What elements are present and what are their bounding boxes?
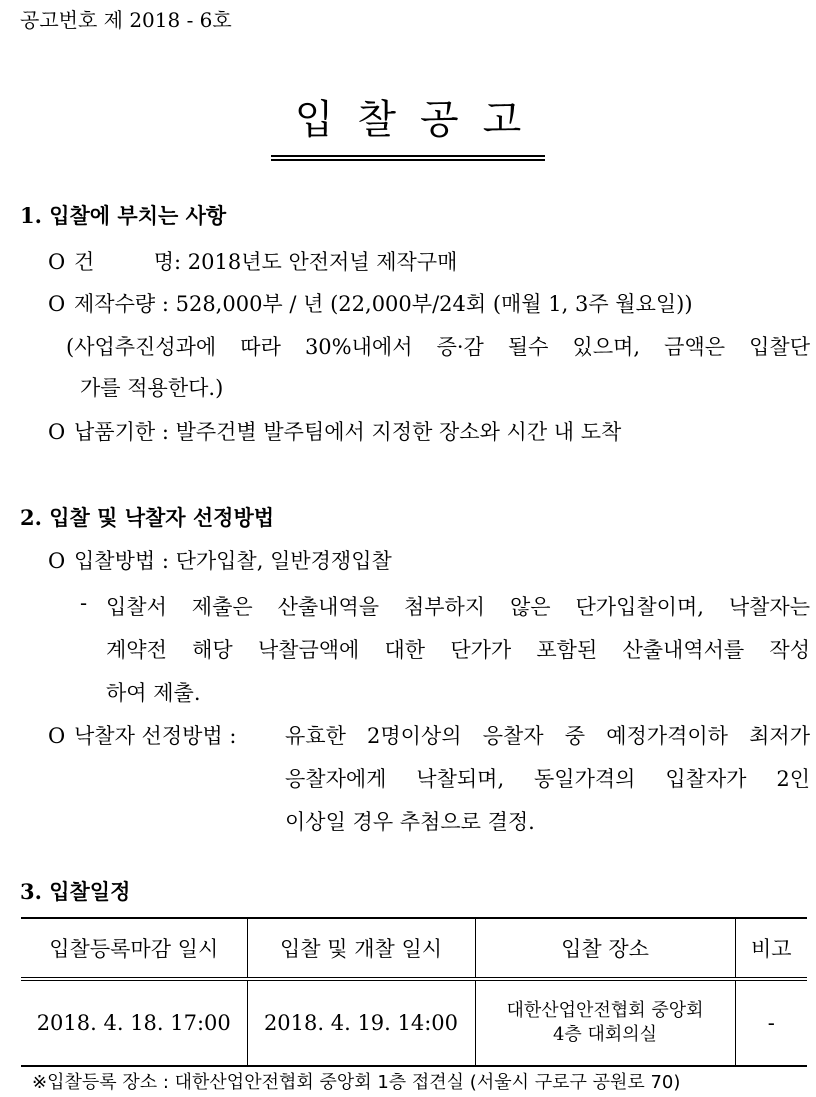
header-registration-deadline: 입찰등록마감 일시 — [21, 918, 247, 979]
cell-remarks: - — [735, 979, 807, 1066]
bullet: O — [48, 549, 66, 573]
quantity-value: : 528,000부 / 년 (22,000부/24회 (매월 1, 3주 월요일)) — [161, 292, 693, 316]
header-bid-opening: 입찰 및 개찰 일시 — [247, 918, 475, 979]
quantity-label: 제작수량 — [74, 292, 156, 316]
notice-number: 공고번호 제 2018 - 6호 — [20, 8, 232, 32]
method-detail-line2: 계약전 해당 낙찰금액에 대한 단가가 포함된 산출내역서를 작성 — [106, 638, 810, 662]
selection-line3: 이상일 경우 추첨으로 결정. — [285, 810, 535, 834]
cell-venue — [475, 979, 735, 1066]
footnote: ※입찰등록 장소 : 대한산업안전협회 중앙회 1층 접견실 (서울시 구로구 공원로 70) — [32, 1072, 681, 1093]
item-name-value: : 2018년도 안전저널 제작구매 — [174, 250, 458, 274]
section3-heading: 3. 입찰일정 — [20, 879, 131, 904]
table-row — [21, 979, 807, 1066]
delivery-text: 납품기한 : 발주건별 발주팀에서 지정한 장소와 시간 내 도착 — [74, 420, 622, 444]
venue-line2: 4층 대회의실 — [552, 1024, 658, 1045]
cell-registration-deadline: 2018. 4. 18. 17:00 — [21, 979, 247, 1066]
section1-heading: 1. 입찰에 부치는 사항 — [20, 203, 227, 228]
method-detail-line1: 입찰서 제출은 산출내역을 첨부하지 않은 단가입찰이며, 낙찰자는 — [106, 595, 810, 619]
header-venue: 입찰 장소 — [475, 918, 735, 979]
method-detail-dash: - — [80, 591, 88, 615]
quantity-row — [48, 288, 693, 318]
quantity-note-line1: (사업추진성과에 따라 30%내에서 증·감 될수 있으며, 금액은 입찰단 — [66, 335, 810, 359]
selection-label-row — [48, 720, 236, 750]
table-header-row — [21, 918, 807, 979]
bullet: O — [48, 250, 66, 274]
bullet: O — [48, 292, 66, 316]
header-remarks: 비고 — [735, 918, 807, 979]
section2-heading: 2. 입찰 및 낙찰자 선정방법 — [20, 505, 275, 530]
bullet: O — [48, 724, 66, 748]
title-container — [0, 88, 816, 161]
method-row — [48, 545, 392, 575]
selection-line1: 유효한 2명이상의 응찰자 중 예정가격이하 최저가 — [285, 724, 810, 748]
item-name-label: 건 명 — [74, 250, 174, 274]
cell-bid-opening: 2018. 4. 19. 14:00 — [247, 979, 475, 1066]
quantity-note-line2: 가를 적용한다.) — [80, 376, 224, 400]
delivery-row — [48, 416, 621, 446]
selection-label: 낙찰자 선정방법 : — [74, 724, 237, 748]
item-name-row — [48, 246, 457, 276]
method-detail-line3: 하여 제출. — [106, 681, 201, 705]
bullet: O — [48, 420, 66, 444]
document-title: 입찰공고 — [271, 88, 546, 161]
selection-line2: 응찰자에게 낙찰되며, 동일가격의 입찰자가 2인 — [285, 767, 810, 791]
venue-line1: 대한산업안전협회 중앙회 — [506, 1000, 704, 1021]
method-text: 입찰방법 : 단가입찰, 일반경쟁입찰 — [74, 549, 392, 573]
schedule-table — [21, 917, 807, 1067]
